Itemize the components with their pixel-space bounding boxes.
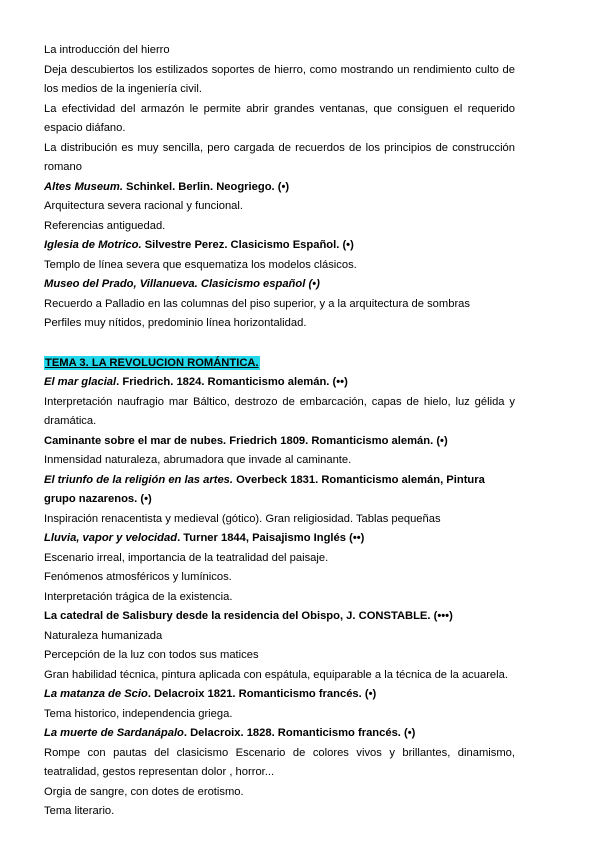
note-line: Percepción de la luz con todos sus matices	[44, 649, 259, 661]
artwork-details: Schinkel. Berlin. Neogriego. (•)	[122, 180, 290, 193]
artwork-title: La matanza de Scio	[44, 688, 148, 700]
note-line: Interpretación trágica de la existencia.	[44, 590, 233, 603]
artwork-details: . Delacroix 1821. Romanticismo francés. (•)	[147, 688, 377, 700]
note-line: Perfiles muy nítidos, predominio línea horizontalidad.	[44, 317, 307, 329]
artwork-title: El mar glacial	[44, 376, 117, 388]
artwork-heading	[44, 529, 515, 549]
artwork-heading	[44, 373, 515, 393]
note-line: La distribución es muy sencilla, pero cargada de recuerdos de los principios de construcción romano	[44, 141, 515, 173]
artwork-heading	[44, 607, 515, 627]
artwork-details: Overbeck 1831. Romanticismo alemán, Pintura grupo nazarenos. (•)	[44, 473, 485, 505]
section-heading-row	[44, 354, 515, 374]
note-line: Templo de línea severa que esquematiza los modelos clásicos.	[44, 258, 357, 271]
section-spacer	[44, 334, 515, 354]
note-line: La introducción del hierro	[44, 44, 170, 56]
artwork-details: . Turner 1844, Paisajismo Inglés (••)	[177, 532, 365, 544]
note-line: Recuerdo a Palladio en las columnas del piso superior, y a la arquitectura de sombras	[44, 297, 470, 310]
note-line: Orgia de sangre, con dotes de erotismo.	[44, 785, 244, 798]
artwork-details: . Friedrich. 1824. Romanticismo alemán. (••)	[116, 376, 348, 388]
romantic-notes	[44, 373, 515, 822]
note-line: Deja descubiertos los estilizados soportes de hierro, como mostrando un rendimiento culto de los medios de la ingeniería civil.	[44, 63, 515, 95]
note-line: Inmensidad naturaleza, abrumadora que invade al caminante.	[44, 454, 352, 466]
artwork-heading	[44, 471, 515, 510]
artwork-title: Altes Museum.	[44, 180, 123, 193]
artwork-heading	[44, 236, 515, 256]
note-line: Referencias antiguedad.	[44, 219, 166, 232]
artwork-details: . Delacroix. 1828. Romanticismo francés. (•)	[183, 727, 416, 739]
note-line: Inspiración renacentista y medieval (gótico). Gran religiosidad. Tablas pequeñas	[44, 512, 441, 525]
artwork-title: Iglesia de Motrico.	[44, 239, 142, 251]
artwork-heading	[44, 724, 515, 744]
artwork-title: Museo del Prado, Villanueva. Clasicismo español (•)	[44, 278, 320, 290]
artwork-title: La muerte de Sardanápalo	[44, 727, 184, 739]
artwork-heading	[44, 685, 515, 705]
note-line: Arquitectura severa racional y funcional.	[44, 200, 243, 212]
note-line: Interpretación naufragio mar Báltico, destrozo de embarcación, capas de hielo, luz gélida y dramática.	[44, 395, 515, 427]
section-title: TEMA 3. LA REVOLUCION ROMÁNTICA.	[45, 356, 259, 369]
artwork-heading	[44, 432, 515, 452]
neoclassical-notes	[44, 41, 515, 334]
artwork-title: Lluvia, vapor y velocidad	[44, 532, 178, 544]
note-line: La efectividad del armazón le permite abrir grandes ventanas, que consiguen el requerido espacio diáfano.	[44, 102, 515, 134]
artwork-details: Caminante sobre el mar de nubes. Friedrich 1809. Romanticismo alemán. (•)	[44, 434, 448, 447]
note-line: Tema literario.	[44, 805, 115, 817]
note-line: Rompe con pautas del clasicismo Escenario de colores vivos y brillantes, dinamismo, teatralidad, gestos representan dolor , horror...	[44, 746, 515, 778]
note-line: Gran habilidad técnica, pintura aplicada con espátula, equiparable a la técnica de la acuarela.	[44, 668, 508, 681]
note-line: Tema historico, independencia griega.	[44, 707, 233, 720]
note-line: Naturaleza humanizada	[44, 629, 163, 642]
artwork-details: Silvestre Perez. Clasicismo Español. (•)	[141, 239, 354, 251]
artwork-title: El triunfo de la religión en las artes.	[44, 473, 233, 486]
artwork-heading	[44, 275, 515, 295]
artwork-details: La catedral de Salisbury desde la residencia del Obispo, J. CONSTABLE. (•••)	[44, 610, 453, 622]
note-line: Fenómenos atmosféricos y lumínicos.	[44, 571, 232, 583]
artwork-heading	[44, 178, 515, 198]
note-line: Escenario irreal, importancia de la teatralidad del paisaje.	[44, 551, 329, 564]
document-content	[44, 41, 515, 822]
